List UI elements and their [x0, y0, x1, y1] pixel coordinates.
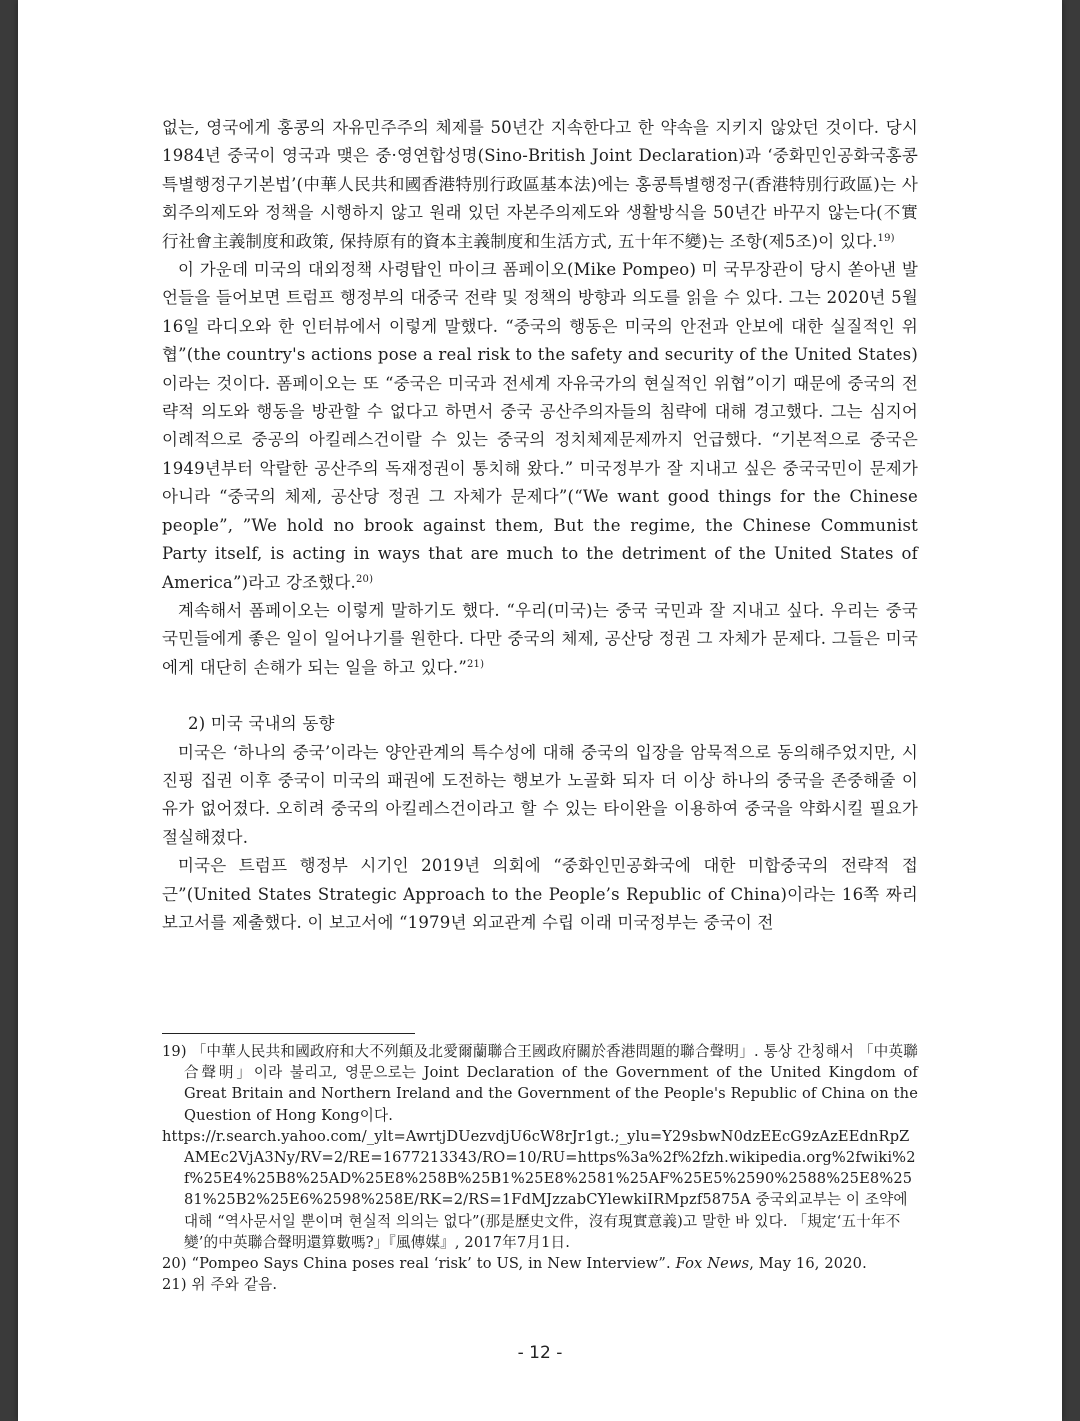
footnote-ref[interactable]: 21) [466, 658, 485, 670]
footnote-ref[interactable]: 19) [877, 232, 895, 244]
paragraph: 이 가운데 미국의 대외정책 사령탑인 마이크 폼페이오(Mike Pompeo) 미 국무장관이 당시 쏟아낸 발언들을 들어보면 트럼프 행정부의 대중국 전략 및 정책의 방향과 의도를 읽을 수 있다. 그는 2020년 5월 16일 라디오와 한 인터뷰에서 이렇게 말했다. “중국의 행동은 미국의 안전과 안보에 대한 실질적인 위협”(the country's actions pose a real risk to the safety and security of the United States)이라는 것이다. 폼페이오는 또 “중국은 미국과 전세계 자유국가의 현실적인 위협”이기 때문에 중국의 전략적 의도와 행동을 방관할 수 없다고 하면서 중국 공산주의자들의 침략에 대해 경고했다. 그는 심지어 이례적으로 중공의 아킬레스건이랄 수 있는 중국의 정치체제문제까지 언급했다. “기본적으로 중국은 1949년부터 악랄한 공산주의 독재정권이 통치해 왔다.” 미국정부가 잘 지내고 싶은 중국국민이 문제가 아니라 “중국의 체제, 공산당 정권 그 자체가 문제다”(“We want good things for the Chinese people”, ”We hold no brook against them, But the regime, the Chinese Communist Party itself, is acting in ways that are much to the detriment of the United States of America”)라고 강조했다.$^{20)}$ [162, 260, 918, 592]
paragraph: 없는, 영국에게 홍콩의 자유민주주의 체제를 50년간 지속한다고 한 약속을 지키지 않았던 것이다. 당시 1984년 중국이 영국과 맺은 중·영연합성명(Sino-British Joint Declaration)과 ‘중화민인공화국홍콩특별행정구기본법’(中華人民共和國香港特別行政區基本法)에는 홍콩특별행정구(香港特別行政區)는 사회주의제도와 정책을 시행하지 않고 원래 있던 자본주의제도와 생활방식을 50년간 바꾸지 않는다(不實行社會主義制度和政策, 保持原有的資本主義制度和生活方式, 五十年不變)는 조항(제5조)이 있다.$^{19)}$ [162, 118, 918, 251]
footnote-ref[interactable]: 20) [355, 573, 374, 585]
footnote-divider [162, 1033, 415, 1034]
paragraph: 미국은 트럼프 행정부 시기인 2019년 의회에 “중화인민공화국에 대한 미합중국의 전략적 접근”(United States Strategic Approach to the People’s Republic of China)이라는 16쪽 짜리 보고서를 제출했다. 이 보고서에 “1979년 외교관계 수립 이래 미국정부는 중국이 전 [162, 856, 918, 932]
footnote-19: 19) 「中華人民共和國政府和大不列顛及北愛爾蘭聯合王國政府關於香港問題的聯合聲明」. 통상 간칭해서 「中英聯合聲明」이라 불리고, 영문으로는 Joint Declaration of the Government of the United Kingdom of Great Britain and Northern Ireland and the Government of the People's Republic of China on the Question of Hong Kong이다. [162, 1043, 918, 1124]
document-page [18, 0, 1062, 1421]
footnote-19-link[interactable]: https://r.search.yahoo.com/_ylt=AwrtjDUezvdjU6cW8rJr1gt.;_ylu=Y29sbwN0dzEEcG9zAzEEdnRpZAMEc2VjA3Ny/RV=2/RE=1677213343/RO=10/RU=https%3a%2f%2fzh.wikipedia.org%2fwiki%2f%25E4%25B8%25AD%25E8%258B%25B1%25E8%2581%25AF%25E5%2590%2588%25E8%2581%25B2%25E6%2598%258E/RK=2/RS=1FdMJzzabCYlewkiIRMpzf5875A 중국외교부는 이 조약에 대해 “역사문서일 뿐이며 현실적 의의는 없다”(那是歷史文件，沒有現實意義)고 말한 바 있다. 「規定‘五十年不變’的中英聯合聲明還算數嗎?」『風傳媒』, 2017年7月1日. [162, 1127, 916, 1251]
page-number: - 12 - [517, 1343, 563, 1363]
footnote-20: 20) “Pompeo Says China poses real ‘risk’ to US, in New Interview”. Fox News, May 16, 2020. [162, 1255, 867, 1273]
section-heading: 2) 미국 국내의 동향 [188, 714, 335, 734]
paragraph: 계속해서 폼페이오는 이렇게 말하기도 했다. “우리(미국)는 중국 국민과 잘 지내고 싶다. 우리는 중국 국민들에게 좋은 일이 일어나기를 원한다. 다만 중국의 체제, 공산당 정권 그 자체가 문제다. 그들은 미국에게 대단히 손해가 되는 일을 하고 있다.”$^{21)}$ [162, 600, 918, 677]
paragraph: 미국은 ‘하나의 중국’이라는 양안관계의 특수성에 대해 중국의 입장을 암묵적으로 동의해주었지만, 시진핑 집권 이후 중국이 미국의 패권에 도전하는 행보가 노골화 되자 더 이상 하나의 중국을 존중해줄 이유가 없어졌다. 오히려 중국의 아킬레스건이라고 할 수 있는 타이완을 이용하여 중국을 약화시킬 필요가 절실해졌다. [162, 742, 918, 847]
footnote-21: 21) 위 주와 같음. [162, 1276, 278, 1294]
body-text [162, 114, 918, 937]
footnotes [162, 1041, 918, 1295]
